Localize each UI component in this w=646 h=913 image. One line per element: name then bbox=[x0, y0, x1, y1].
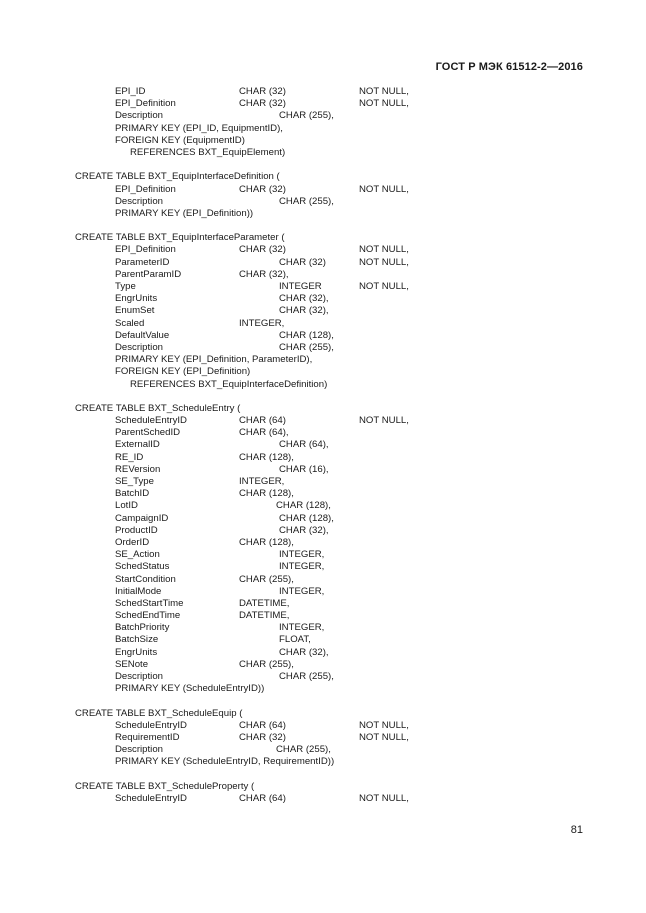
column-name: EngrUnits bbox=[115, 646, 158, 658]
column-constraint: NOT NULL, bbox=[359, 183, 409, 195]
column-definition bbox=[0, 500, 646, 512]
column-name: Description bbox=[115, 195, 163, 207]
column-name: ScheduleEntryID bbox=[115, 719, 187, 731]
column-type: CHAR (255), bbox=[276, 744, 331, 756]
key-clause-line bbox=[0, 208, 646, 220]
column-name: EPI_Definition bbox=[115, 98, 176, 110]
column-definition bbox=[0, 464, 646, 476]
column-definition bbox=[0, 513, 646, 525]
column-name: EPI_Definition bbox=[115, 183, 176, 195]
column-type: CHAR (128), bbox=[276, 500, 331, 512]
column-name: SE_Type bbox=[115, 476, 154, 487]
column-name: ParentSchedID bbox=[115, 427, 181, 439]
key-clause-line bbox=[0, 683, 646, 695]
key-clause-line bbox=[0, 366, 646, 378]
key-clause: PRIMARY KEY (ScheduleEntryID)) bbox=[115, 683, 265, 695]
column-name: Description bbox=[115, 341, 163, 353]
column-name: ParameterID bbox=[115, 256, 170, 268]
key-clause: FOREIGN KEY (EquipmentID) bbox=[115, 134, 245, 146]
column-definition bbox=[0, 318, 646, 330]
column-definition bbox=[0, 476, 646, 488]
block-spacer bbox=[0, 159, 646, 171]
column-definition bbox=[0, 647, 646, 659]
create-table-statement: CREATE TABLE BXT_ScheduleEquip ( bbox=[75, 707, 243, 719]
column-type: CHAR (32), bbox=[279, 305, 329, 317]
create-table-line bbox=[0, 781, 646, 793]
references-line bbox=[0, 147, 646, 159]
document-header: ГОСТ Р МЭК 61512-2—2016 bbox=[435, 61, 583, 73]
column-name: StartCondition bbox=[115, 573, 176, 585]
column-definition bbox=[0, 257, 646, 269]
column-name: SE_Action bbox=[115, 549, 160, 561]
column-name: SchedStartTime bbox=[115, 597, 184, 609]
column-constraint: NOT NULL, bbox=[359, 415, 409, 427]
column-name: OrderID bbox=[115, 536, 150, 548]
column-definition bbox=[0, 671, 646, 683]
column-name: ProductID bbox=[115, 524, 158, 536]
column-definition bbox=[0, 269, 646, 281]
column-definition bbox=[0, 330, 646, 342]
column-name: CampaignID bbox=[115, 512, 169, 524]
column-type: DATETIME, bbox=[239, 597, 290, 609]
create-table-statement: CREATE TABLE BXT_EquipInterfaceParameter ( bbox=[75, 232, 285, 244]
column-type: CHAR (128), bbox=[239, 536, 294, 548]
column-name: EnumSet bbox=[115, 305, 155, 317]
column-constraint: NOT NULL, bbox=[359, 719, 409, 731]
column-definition bbox=[0, 281, 646, 293]
create-table-statement: CREATE TABLE BXT_EquipInterfaceDefinition ( bbox=[75, 171, 280, 183]
column-type: CHAR (128), bbox=[279, 329, 334, 341]
column-type: INTEGER, bbox=[279, 585, 325, 597]
column-type: CHAR (255), bbox=[239, 573, 294, 585]
column-type: CHAR (128), bbox=[239, 488, 294, 500]
column-name: ScheduleEntryID bbox=[115, 415, 187, 427]
column-type: INTEGER, bbox=[279, 549, 325, 561]
sql-listing bbox=[0, 86, 646, 805]
key-clause-line bbox=[0, 354, 646, 366]
column-definition bbox=[0, 196, 646, 208]
column-name: SchedStatus bbox=[115, 561, 170, 573]
column-definition bbox=[0, 634, 646, 646]
key-clause: PRIMARY KEY (ScheduleEntryID, RequirementID)) bbox=[115, 756, 335, 768]
key-clause-line bbox=[0, 756, 646, 768]
column-definition bbox=[0, 86, 646, 98]
column-type: CHAR (255), bbox=[279, 195, 334, 207]
column-type: FLOAT, bbox=[279, 634, 311, 646]
column-constraint: NOT NULL, bbox=[359, 244, 409, 256]
column-name: Description bbox=[115, 110, 163, 122]
column-name: EngrUnits bbox=[115, 293, 158, 305]
column-definition bbox=[0, 305, 646, 317]
column-definition bbox=[0, 110, 646, 122]
column-type: INTEGER, bbox=[279, 561, 325, 573]
column-type: CHAR (32) bbox=[279, 256, 326, 268]
column-type: CHAR (255), bbox=[279, 341, 334, 353]
column-definition bbox=[0, 732, 646, 744]
column-name: BatchID bbox=[115, 488, 150, 500]
column-name: SchedEndTime bbox=[115, 610, 181, 622]
column-type: CHAR (32), bbox=[279, 646, 329, 658]
column-name: LotID bbox=[115, 500, 138, 512]
column-type: CHAR (16), bbox=[279, 463, 329, 475]
column-type: INTEGER, bbox=[239, 317, 285, 329]
page-number: 81 bbox=[570, 824, 583, 836]
column-definition bbox=[0, 244, 646, 256]
column-type: CHAR (32) bbox=[239, 183, 286, 195]
column-definition bbox=[0, 184, 646, 196]
column-definition bbox=[0, 525, 646, 537]
column-name: SENote bbox=[115, 658, 149, 670]
column-definition bbox=[0, 415, 646, 427]
block-spacer bbox=[0, 695, 646, 707]
column-name: Type bbox=[115, 281, 136, 292]
column-definition bbox=[0, 342, 646, 354]
column-type: CHAR (32), bbox=[279, 524, 329, 536]
column-definition bbox=[0, 622, 646, 634]
create-table-line bbox=[0, 171, 646, 183]
column-type: CHAR (32) bbox=[239, 731, 286, 743]
column-definition bbox=[0, 574, 646, 586]
create-table-line bbox=[0, 232, 646, 244]
key-clause-line bbox=[0, 123, 646, 135]
column-name: RE_ID bbox=[115, 451, 144, 463]
column-name: RequirementID bbox=[115, 731, 180, 743]
column-type: INTEGER, bbox=[239, 476, 285, 487]
block-spacer bbox=[0, 220, 646, 232]
column-name: Description bbox=[115, 744, 163, 756]
column-definition bbox=[0, 610, 646, 622]
column-definition bbox=[0, 427, 646, 439]
key-clause: FOREIGN KEY (EPI_Definition) bbox=[115, 366, 251, 378]
column-type: CHAR (64) bbox=[239, 415, 286, 427]
column-type: CHAR (255), bbox=[279, 671, 334, 682]
column-name: EPI_Definition bbox=[115, 244, 176, 256]
references-line bbox=[0, 379, 646, 391]
column-constraint: NOT NULL, bbox=[359, 792, 409, 804]
column-type: CHAR (64), bbox=[239, 427, 289, 439]
column-type: INTEGER bbox=[279, 281, 322, 292]
column-name: ParentParamID bbox=[115, 268, 182, 280]
column-name: ExternalID bbox=[115, 439, 160, 451]
column-definition bbox=[0, 744, 646, 756]
references-clause: REFERENCES BXT_EquipInterfaceDefinition) bbox=[130, 378, 328, 390]
key-clause: PRIMARY KEY (EPI_ID, EquipmentID), bbox=[115, 122, 283, 134]
column-type: CHAR (32), bbox=[239, 268, 289, 280]
column-definition bbox=[0, 598, 646, 610]
column-definition bbox=[0, 537, 646, 549]
column-definition bbox=[0, 549, 646, 561]
column-definition bbox=[0, 793, 646, 805]
column-name: DefaultValue bbox=[115, 329, 170, 341]
create-table-statement: CREATE TABLE BXT_ScheduleEntry ( bbox=[75, 402, 241, 414]
column-type: CHAR (32), bbox=[279, 293, 329, 305]
column-name: InitialMode bbox=[115, 585, 162, 597]
column-type: CHAR (128), bbox=[279, 512, 334, 524]
column-definition bbox=[0, 659, 646, 671]
column-type: CHAR (128), bbox=[239, 451, 294, 463]
references-clause: REFERENCES BXT_EquipElement) bbox=[130, 146, 286, 158]
column-type: CHAR (32) bbox=[239, 86, 286, 97]
block-spacer bbox=[0, 391, 646, 403]
key-clause-line bbox=[0, 135, 646, 147]
column-definition bbox=[0, 452, 646, 464]
column-constraint: NOT NULL, bbox=[359, 731, 409, 743]
column-type: CHAR (32) bbox=[239, 244, 286, 256]
column-constraint: NOT NULL, bbox=[359, 281, 409, 292]
column-type: CHAR (64) bbox=[239, 792, 286, 804]
create-table-statement: CREATE TABLE BXT_ScheduleProperty ( bbox=[75, 780, 255, 792]
key-clause: PRIMARY KEY (EPI_Definition)) bbox=[115, 207, 254, 219]
column-name: ScheduleEntryID bbox=[115, 792, 187, 804]
column-type: CHAR (64) bbox=[239, 719, 286, 731]
column-definition bbox=[0, 561, 646, 573]
column-type: DATETIME, bbox=[239, 610, 290, 622]
column-type: CHAR (32) bbox=[239, 98, 286, 110]
column-definition bbox=[0, 98, 646, 110]
column-definition bbox=[0, 293, 646, 305]
column-type: CHAR (255), bbox=[239, 658, 294, 670]
create-table-line bbox=[0, 708, 646, 720]
column-name: EPI_ID bbox=[115, 86, 146, 97]
column-name: BatchPriority bbox=[115, 622, 170, 634]
column-name: Scaled bbox=[115, 317, 145, 329]
column-definition bbox=[0, 720, 646, 732]
column-name: REVersion bbox=[115, 463, 161, 475]
create-table-line bbox=[0, 403, 646, 415]
column-type: CHAR (255), bbox=[279, 110, 334, 122]
column-name: Description bbox=[115, 671, 163, 682]
column-type: CHAR (64), bbox=[279, 439, 329, 451]
column-definition bbox=[0, 586, 646, 598]
block-spacer bbox=[0, 769, 646, 781]
key-clause: PRIMARY KEY (EPI_Definition, ParameterID), bbox=[115, 354, 313, 366]
column-constraint: NOT NULL, bbox=[359, 256, 409, 268]
column-definition bbox=[0, 488, 646, 500]
column-constraint: NOT NULL, bbox=[359, 98, 409, 110]
column-definition bbox=[0, 439, 646, 451]
column-constraint: NOT NULL, bbox=[359, 86, 409, 97]
column-type: INTEGER, bbox=[279, 622, 325, 634]
column-name: BatchSize bbox=[115, 634, 159, 646]
